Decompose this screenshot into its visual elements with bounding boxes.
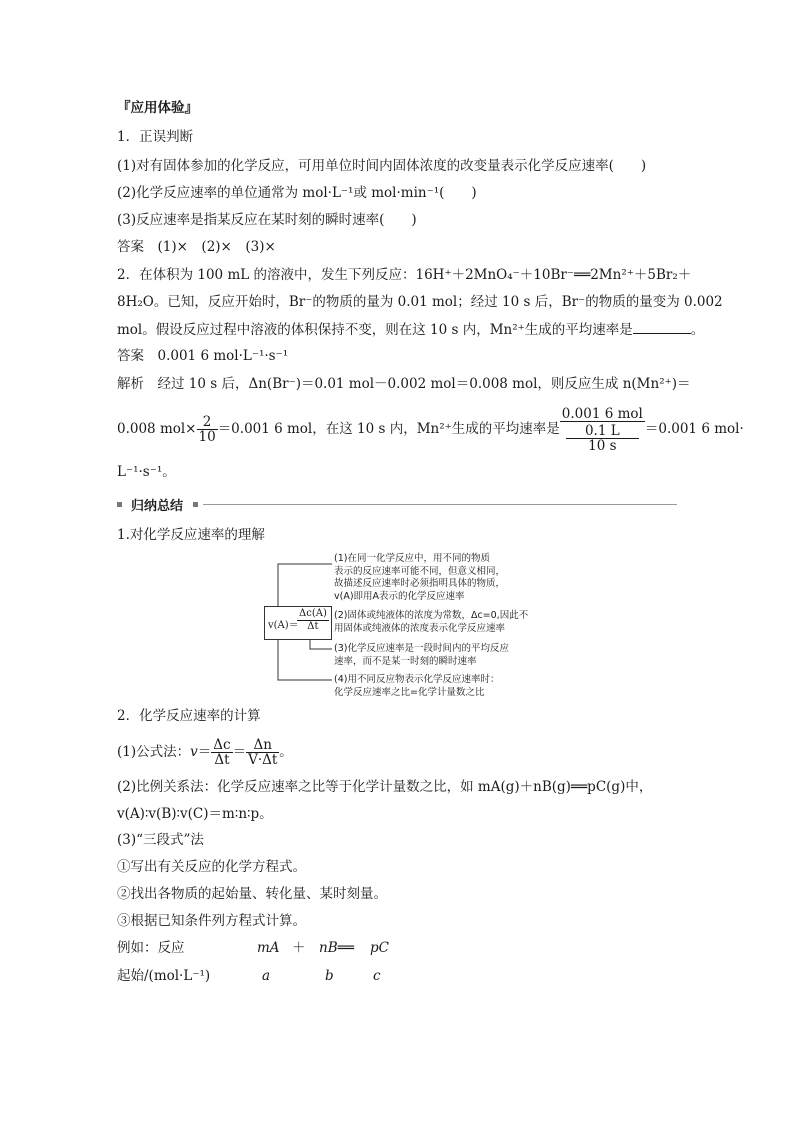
example-row: 例如：反应 mA ＋ nB══ pC bbox=[117, 940, 389, 956]
answer-label: 答案 bbox=[117, 239, 144, 255]
summary-bar bbox=[117, 498, 677, 512]
q2-analysis-2: 0.008 mol× $\frac{2}{10}$ ＝0.001 6 mol，在这 10 s 内，Mn²⁺生成的平均速率是 0.001 6 mol 0.1 L 10 s ＝0.001 6 mol· bbox=[117, 405, 744, 454]
s2-step-2: ②找出各物质的起始量、转化量、某时刻量。 bbox=[117, 886, 387, 902]
bracket-open-icon: 『 bbox=[117, 100, 131, 116]
fraction-dc-dt: $\frac{\Delta c}{\Delta t}$ bbox=[213, 737, 231, 768]
q2-analysis-3: L⁻¹·s⁻¹。 bbox=[117, 464, 176, 480]
fraction-rate: 0.001 6 mol 0.1 L 10 s bbox=[561, 405, 643, 454]
answer-blank bbox=[633, 319, 691, 334]
formula-fraction: $\frac{\Delta c(A)}{\Delta t}$ bbox=[299, 608, 327, 632]
answer-text: (1)× (2)× (3)× bbox=[157, 239, 276, 255]
square-icon bbox=[193, 502, 198, 507]
analysis-label: 解析 bbox=[117, 376, 144, 392]
note-3: (3)化学反应速率是一段时间内的平均反应 速率，而不是某一时刻的瞬时速率 bbox=[334, 643, 509, 667]
example-label: 例如：反应 bbox=[117, 940, 185, 956]
q1-answer bbox=[117, 237, 276, 257]
q1-item-3: (3)反应速率是指某反应在某时刻的瞬时速率( ) bbox=[117, 212, 417, 228]
q2-line-2: 8H₂O。已知，反应开始时，Br⁻的物质的量为 0.01 mol；经过 10 s 后，Br⁻的物质的量变为 0.002 bbox=[117, 294, 723, 310]
q2-line-1: 2．在体积为 100 mL 的溶液中，发生下列反应：16H⁺＋2MnO₄⁻＋10Br⁻══2Mn²⁺＋5Br₂＋ bbox=[117, 267, 692, 283]
q1-heading: 1．正误判断 bbox=[117, 129, 194, 145]
formula-box: v(A)＝ $\frac{\Delta c(A)}{\Delta t}$ bbox=[264, 606, 332, 640]
s2-step-1: ①写出有关反应的化学方程式。 bbox=[117, 859, 306, 875]
section-title: 『应用体验』 bbox=[117, 100, 198, 116]
bracket-close-icon: 』 bbox=[184, 100, 198, 116]
s1-heading: 1.对化学反应速率的理解 bbox=[117, 527, 265, 543]
note-4: (4)用不同反应物表示化学反应速率时： 化学反应速率之比=化学计量数之比 bbox=[334, 674, 500, 698]
q2-analysis-1: 解析 经过 10 s 后，Δn(Br⁻)＝0.01 mol－0.002 mol＝0.008 mol，则反应生成 n(Mn²⁺)＝ bbox=[117, 376, 691, 392]
s2-step-3: ③根据已知条件列方程式计算。 bbox=[117, 913, 306, 929]
start-row: 起始/(mol·L⁻¹) a b c bbox=[117, 968, 381, 984]
note-2: (2)固体或纯液体的浓度为常数，Δc=0,因此不 用固体或纯液体的浓度表示化学反应速率 bbox=[334, 610, 529, 634]
square-icon bbox=[117, 502, 122, 507]
q1-item-2: (2)化学反应速率的单位通常为 mol·L⁻¹或 mol·min⁻¹( ) bbox=[117, 185, 477, 201]
answer-label: 答案 bbox=[117, 348, 144, 364]
q2-line-3: mol。假设反应过程中溶液的体积保持不变，则在这 10 s 内，Mn²⁺生成的平均速率是 。 bbox=[117, 319, 704, 340]
rate-diagram bbox=[260, 548, 550, 698]
s2-heading: 2．化学反应速率的计算 bbox=[117, 708, 261, 724]
q1-item-1: (1)对有固体参加的化学反应，可用单位时间内固体浓度的改变量表示化学反应速率( ) bbox=[117, 158, 647, 174]
fraction-dn-vdt: $\frac{\Delta n}{V\cdot\Delta t}$ bbox=[248, 737, 278, 768]
answer-text: 0.001 6 mol·L⁻¹·s⁻¹ bbox=[157, 348, 289, 364]
q2-answer bbox=[117, 346, 288, 366]
s2-three-step: (3)“三段式”法 bbox=[117, 832, 204, 848]
divider bbox=[203, 504, 677, 505]
fraction-2-over-10: $\frac{2}{10}$ bbox=[198, 414, 216, 445]
s2-ratio-2: v(A)∶v(B)∶v(C)＝m∶n∶p。 bbox=[117, 806, 273, 822]
s2-formula: (1)公式法：v＝ $\frac{\Delta c}{\Delta t}$ ＝ $\frac{\Delta n}{V\cdot\Delta t}$ 。 bbox=[117, 737, 293, 768]
start-label: 起始/(mol·L⁻¹) bbox=[117, 968, 211, 984]
s2-ratio-1: (2)比例关系法：化学反应速率之比等于化学计量数之比，如 mA(g)＋nB(g)══pC(g)中， bbox=[117, 779, 653, 795]
note-1: (1)在同一化学反应中，用不同的物质 表示的反应速率可能不同，但意义相同， 故描述反应速率时必须指明具体的物质， v(A)即用A表示的化学反应速率 bbox=[334, 553, 506, 602]
summary-title: 归纳总结 bbox=[131, 499, 184, 514]
